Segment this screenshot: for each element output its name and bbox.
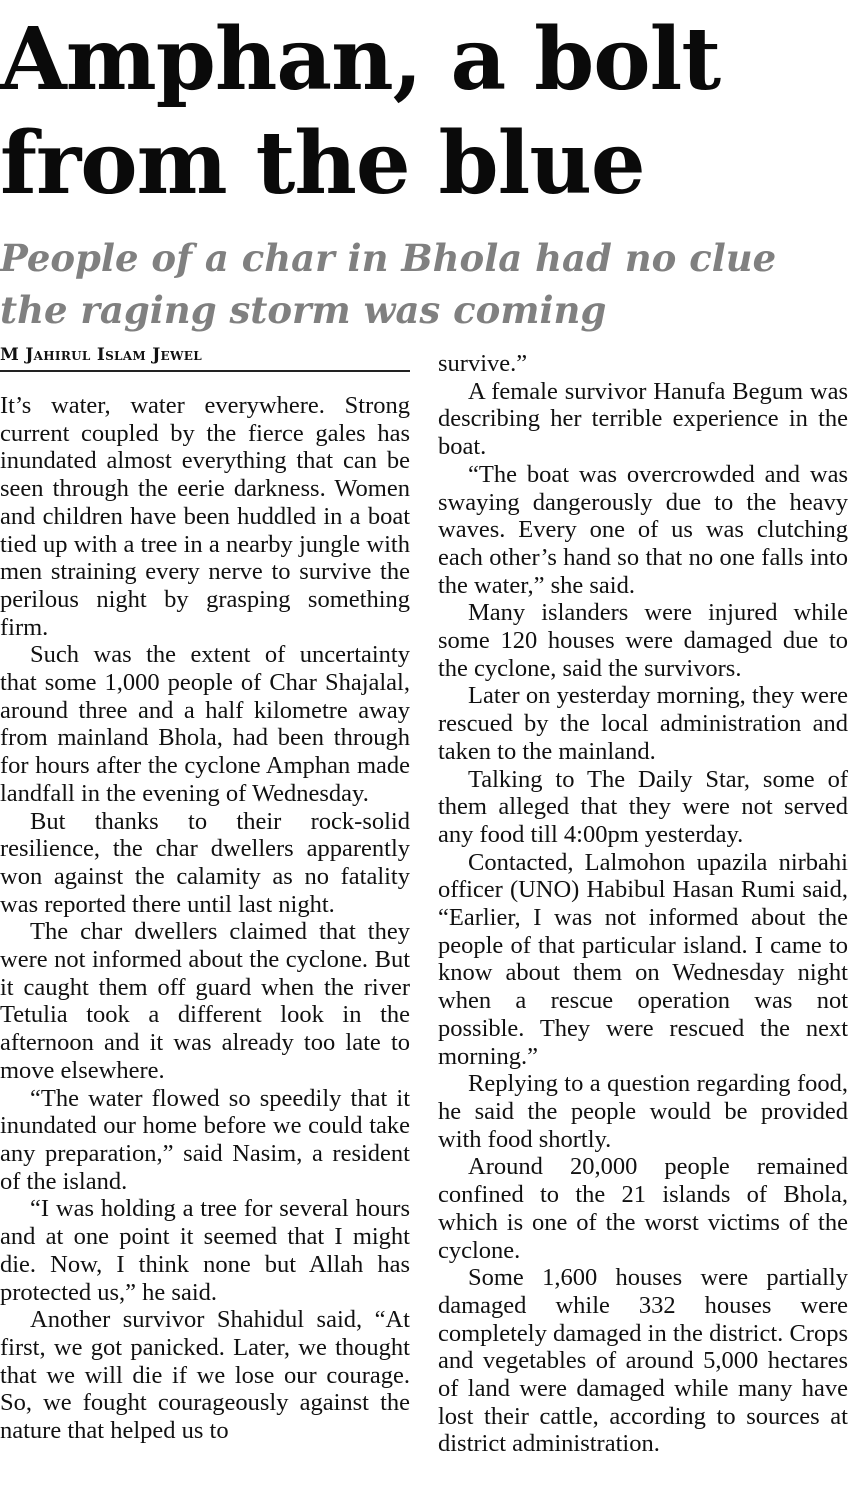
paragraph: The char dwellers claimed that they were not informed about the cyclone. But it caught them off guard when the river Tetulia took a different look in the afternoon and it was already too late to move elsewhere. [0,918,410,1084]
article-column-right [438,350,848,1458]
paragraph: “I was holding a tree for several hours and at one point it seemed that I might die. Now, I think none but Allah has protected us,” he said. [0,1195,410,1306]
article-column-left [0,392,410,1445]
paragraph: Some 1,600 houses were partially damaged while 332 houses were completely damaged in the district. Crops and vegetables of around 5,000 hectares of land were damaged while many have lost their cattle, according to sources at district administration. [438,1264,848,1458]
paragraph: Around 20,000 people remained confined to the 21 islands of Bhola, which is one of the worst victims of the cyclone. [438,1153,848,1264]
paragraph: Contacted, Lalmohon upazila nirbahi officer (UNO) Habibul Hasan Rumi said, “Earlier, I was not informed about the people of that particular island. I came to know about them on Wednesday night when a rescue operation was not possible. They were rescued the next morning.” [438,848,848,1070]
headline: Amphan, a bolt from the blue [0,9,721,214]
paragraph: “The boat was overcrowded and was swaying dangerously due to the heavy waves. Every one of us was clutching each other’s hand so that no one falls into the water,” she said. [438,460,848,599]
paragraph: Talking to The Daily Star, some of them alleged that they were not served any food till 4:00pm yesterday. [438,765,848,848]
paragraph: A female survivor Hanufa Begum was describing her terrible experience in the boat. [438,377,848,461]
paragraph: Many islanders were injured while some 120 houses were damaged due to the cyclone, said the survivors. [438,599,848,682]
paragraph: Such was the extent of uncertainty that some 1,000 people of Char Shajalal, around three and a half kilometre away from mainland Bhola, had been through for hours after the cyclone Amphan made landfall in the evening of Wednesday. [0,641,410,807]
paragraph: It’s water, water everywhere. Strong current coupled by the fierce gales has inundated almost everything that can be seen through the eerie darkness. Women and children have been huddled in a boat tied up with a tree in a nearby jungle with men straining every nerve to survive the perilous night by grasping something firm. [0,392,410,641]
paragraph: But thanks to their rock-solid resilience, the char dwellers apparently won against the calamity as no fatality was reported there until last night. [0,807,410,918]
paragraph: Later on yesterday morning, they were rescued by the local administration and taken to the mainland. [438,682,848,765]
paragraph-continuation: survive.” [438,350,528,377]
subheadline: People of a char in Bhola had no clue the raging storm was coming [0,236,777,332]
paragraph: Replying to a question regarding food, he said the people would be provided with food shortly. [438,1070,848,1153]
byline: M Jahirul Islam Jewel [0,344,410,372]
paragraph: “The water flowed so speedily that it inundated our home before we could take any preparation,” said Nasim, a resident of the island. [0,1084,410,1195]
paragraph: Another survivor Shahidul said, “At first, we got panicked. Later, we thought that we will die if we lose our courage. So, we fought courageously against the nature that helped us to [0,1306,410,1445]
